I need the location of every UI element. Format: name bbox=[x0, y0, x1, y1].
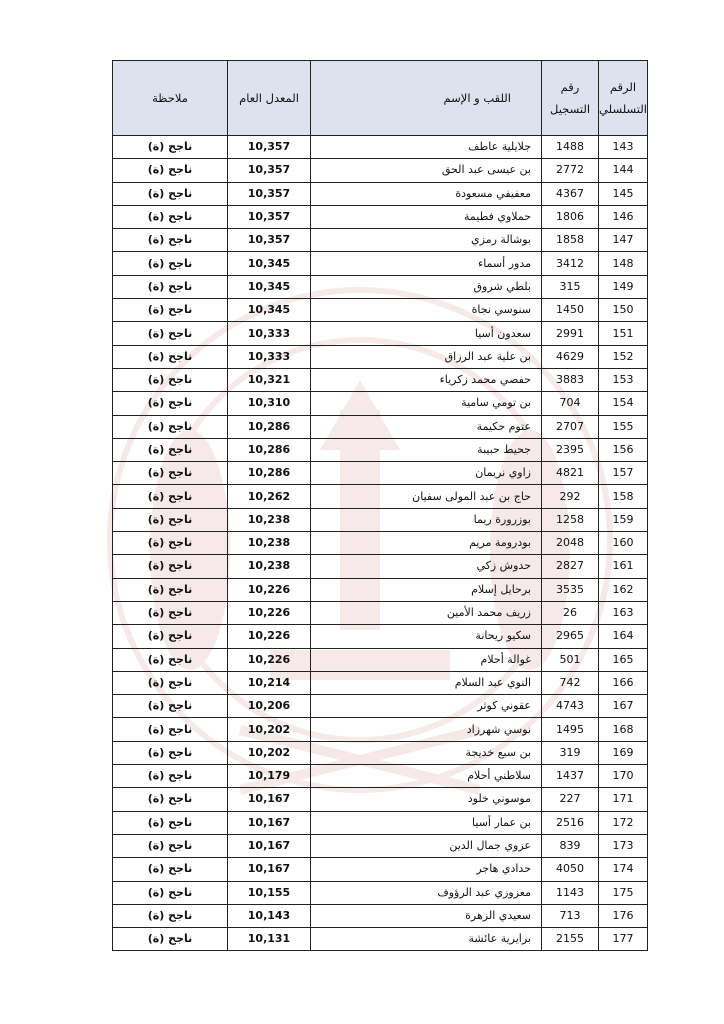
average-cell: 10,167 bbox=[228, 858, 311, 881]
average-cell: 10,321 bbox=[228, 368, 311, 391]
serial-cell: 168 bbox=[599, 718, 648, 741]
table-row bbox=[113, 904, 648, 927]
note-cell: ناجح (ة) bbox=[113, 788, 228, 811]
header-note bbox=[113, 61, 228, 136]
average-cell: 10,357 bbox=[228, 136, 311, 159]
note-cell: ناجح (ة) bbox=[113, 811, 228, 834]
average-cell: 10,333 bbox=[228, 345, 311, 368]
table-row bbox=[113, 252, 648, 275]
table-row bbox=[113, 438, 648, 461]
header-row bbox=[113, 61, 648, 136]
table-row bbox=[113, 229, 648, 252]
table-row bbox=[113, 462, 648, 485]
header-reg-line2: التسجيل bbox=[549, 102, 591, 116]
average-cell: 10,226 bbox=[228, 648, 311, 671]
serial-cell: 160 bbox=[599, 532, 648, 555]
note-cell: ناجح (ة) bbox=[113, 345, 228, 368]
note-cell: ناجح (ة) bbox=[113, 229, 228, 252]
table-row bbox=[113, 205, 648, 228]
average-cell: 10,167 bbox=[228, 811, 311, 834]
serial-cell: 151 bbox=[599, 322, 648, 345]
table-row bbox=[113, 275, 648, 298]
header-serial bbox=[599, 61, 648, 136]
registration-cell: 3883 bbox=[542, 368, 599, 391]
note-cell: ناجح (ة) bbox=[113, 765, 228, 788]
average-cell: 10,310 bbox=[228, 392, 311, 415]
note-cell: ناجح (ة) bbox=[113, 648, 228, 671]
table-row bbox=[113, 741, 648, 764]
name-cell: حاج بن عبد المولى سفيان bbox=[311, 485, 542, 508]
note-cell: ناجح (ة) bbox=[113, 275, 228, 298]
name-cell: حفصي محمد زكرياء bbox=[311, 368, 542, 391]
name-cell: حدادي هاجر bbox=[311, 858, 542, 881]
note-cell: ناجح (ة) bbox=[113, 136, 228, 159]
average-cell: 10,345 bbox=[228, 252, 311, 275]
serial-cell: 149 bbox=[599, 275, 648, 298]
serial-cell: 150 bbox=[599, 299, 648, 322]
name-cell: عقوني كوثر bbox=[311, 695, 542, 718]
registration-cell: 3412 bbox=[542, 252, 599, 275]
table-row bbox=[113, 159, 648, 182]
name-cell: حملاوي فطيمة bbox=[311, 205, 542, 228]
name-cell: معفيفي مسعودة bbox=[311, 182, 542, 205]
serial-cell: 144 bbox=[599, 159, 648, 182]
table-row bbox=[113, 578, 648, 601]
note-cell: ناجح (ة) bbox=[113, 601, 228, 624]
note-cell: ناجح (ة) bbox=[113, 741, 228, 764]
name-cell: غوالة أحلام bbox=[311, 648, 542, 671]
average-cell: 10,238 bbox=[228, 555, 311, 578]
name-cell: بوشالة رمزي bbox=[311, 229, 542, 252]
name-cell: بن عمار أسيا bbox=[311, 811, 542, 834]
average-cell: 10,357 bbox=[228, 182, 311, 205]
average-cell: 10,357 bbox=[228, 205, 311, 228]
name-cell: سلاطني أحلام bbox=[311, 765, 542, 788]
average-cell: 10,286 bbox=[228, 462, 311, 485]
average-cell: 10,202 bbox=[228, 741, 311, 764]
registration-cell: 713 bbox=[542, 904, 599, 927]
table-row bbox=[113, 392, 648, 415]
registration-cell: 1258 bbox=[542, 508, 599, 531]
average-cell: 10,167 bbox=[228, 834, 311, 857]
table-body bbox=[113, 136, 648, 951]
note-cell: ناجح (ة) bbox=[113, 625, 228, 648]
name-cell: عزوي جمال الدين bbox=[311, 834, 542, 857]
registration-cell: 501 bbox=[542, 648, 599, 671]
name-cell: بن علية عبد الرزاق bbox=[311, 345, 542, 368]
serial-cell: 177 bbox=[599, 928, 648, 951]
registration-cell: 704 bbox=[542, 392, 599, 415]
average-cell: 10,345 bbox=[228, 299, 311, 322]
registration-cell: 2048 bbox=[542, 532, 599, 555]
average-cell: 10,262 bbox=[228, 485, 311, 508]
table-row bbox=[113, 415, 648, 438]
table-row bbox=[113, 508, 648, 531]
table-row bbox=[113, 834, 648, 857]
serial-cell: 153 bbox=[599, 368, 648, 391]
table-row bbox=[113, 718, 648, 741]
header-serial-line2: التسلسلي bbox=[599, 102, 647, 116]
average-cell: 10,155 bbox=[228, 881, 311, 904]
registration-cell: 4050 bbox=[542, 858, 599, 881]
average-cell: 10,226 bbox=[228, 601, 311, 624]
table-row bbox=[113, 322, 648, 345]
table-row bbox=[113, 532, 648, 555]
table-row bbox=[113, 695, 648, 718]
table-row bbox=[113, 555, 648, 578]
table-row bbox=[113, 368, 648, 391]
note-cell: ناجح (ة) bbox=[113, 368, 228, 391]
name-cell: حدوش زكي bbox=[311, 555, 542, 578]
name-cell: زاوي نريمان bbox=[311, 462, 542, 485]
name-cell: معزوزي عبد الرؤوف bbox=[311, 881, 542, 904]
registration-cell: 2516 bbox=[542, 811, 599, 834]
table-row bbox=[113, 788, 648, 811]
name-cell: بن تومي سامية bbox=[311, 392, 542, 415]
table-row bbox=[113, 928, 648, 951]
registration-cell: 1495 bbox=[542, 718, 599, 741]
registration-cell: 1143 bbox=[542, 881, 599, 904]
registration-cell: 4629 bbox=[542, 345, 599, 368]
registration-cell: 4821 bbox=[542, 462, 599, 485]
serial-cell: 152 bbox=[599, 345, 648, 368]
note-cell: ناجح (ة) bbox=[113, 205, 228, 228]
registration-cell: 742 bbox=[542, 671, 599, 694]
header-average: المعدل العام bbox=[228, 61, 311, 136]
average-cell: 10,206 bbox=[228, 695, 311, 718]
registration-cell: 2991 bbox=[542, 322, 599, 345]
table-row bbox=[113, 345, 648, 368]
serial-cell: 163 bbox=[599, 601, 648, 624]
note-cell: ناجح (ة) bbox=[113, 438, 228, 461]
serial-cell: 165 bbox=[599, 648, 648, 671]
header-registration bbox=[542, 61, 599, 136]
serial-cell: 146 bbox=[599, 205, 648, 228]
average-cell: 10,202 bbox=[228, 718, 311, 741]
note-cell: ناجح (ة) bbox=[113, 485, 228, 508]
note-cell: ناجح (ة) bbox=[113, 252, 228, 275]
name-cell: سعدون أسيا bbox=[311, 322, 542, 345]
table-row bbox=[113, 136, 648, 159]
note-cell: ناجح (ة) bbox=[113, 904, 228, 927]
average-cell: 10,143 bbox=[228, 904, 311, 927]
note-cell: ناجح (ة) bbox=[113, 834, 228, 857]
registration-cell: 1858 bbox=[542, 229, 599, 252]
registration-cell: 2707 bbox=[542, 415, 599, 438]
table-row bbox=[113, 858, 648, 881]
note-cell: ناجح (ة) bbox=[113, 508, 228, 531]
header-note-label: ملاحظة bbox=[152, 91, 188, 105]
name-cell: مدور أسماء bbox=[311, 252, 542, 275]
average-cell: 10,131 bbox=[228, 928, 311, 951]
note-cell: ناجح (ة) bbox=[113, 671, 228, 694]
serial-cell: 170 bbox=[599, 765, 648, 788]
table-row bbox=[113, 648, 648, 671]
average-cell: 10,214 bbox=[228, 671, 311, 694]
table-header bbox=[113, 61, 648, 136]
serial-cell: 145 bbox=[599, 182, 648, 205]
note-cell: ناجح (ة) bbox=[113, 532, 228, 555]
average-cell: 10,286 bbox=[228, 415, 311, 438]
serial-cell: 172 bbox=[599, 811, 648, 834]
registration-cell: 839 bbox=[542, 834, 599, 857]
serial-cell: 157 bbox=[599, 462, 648, 485]
serial-cell: 166 bbox=[599, 671, 648, 694]
name-cell: عتوم حكيمة bbox=[311, 415, 542, 438]
average-cell: 10,357 bbox=[228, 159, 311, 182]
name-cell: زريف محمد الأمين bbox=[311, 601, 542, 624]
average-cell: 10,286 bbox=[228, 438, 311, 461]
registration-cell: 292 bbox=[542, 485, 599, 508]
serial-cell: 143 bbox=[599, 136, 648, 159]
registration-cell: 2827 bbox=[542, 555, 599, 578]
average-cell: 10,238 bbox=[228, 532, 311, 555]
note-cell: ناجح (ة) bbox=[113, 159, 228, 182]
average-cell: 10,226 bbox=[228, 625, 311, 648]
registration-cell: 2395 bbox=[542, 438, 599, 461]
name-cell: سكيو ريحانة bbox=[311, 625, 542, 648]
serial-cell: 167 bbox=[599, 695, 648, 718]
table-row bbox=[113, 485, 648, 508]
serial-cell: 171 bbox=[599, 788, 648, 811]
serial-cell: 175 bbox=[599, 881, 648, 904]
registration-cell: 4367 bbox=[542, 182, 599, 205]
note-cell: ناجح (ة) bbox=[113, 718, 228, 741]
registration-cell: 1450 bbox=[542, 299, 599, 322]
average-cell: 10,333 bbox=[228, 322, 311, 345]
name-cell: بن عيسى عبد الحق bbox=[311, 159, 542, 182]
table-row bbox=[113, 182, 648, 205]
results-table bbox=[112, 60, 648, 951]
serial-cell: 147 bbox=[599, 229, 648, 252]
note-cell: ناجح (ة) bbox=[113, 578, 228, 601]
table-row bbox=[113, 625, 648, 648]
note-cell: ناجح (ة) bbox=[113, 182, 228, 205]
name-cell: بوزرورة ريما bbox=[311, 508, 542, 531]
note-cell: ناجح (ة) bbox=[113, 392, 228, 415]
serial-cell: 169 bbox=[599, 741, 648, 764]
registration-cell: 315 bbox=[542, 275, 599, 298]
table-row bbox=[113, 671, 648, 694]
header-serial-line1: الرقم bbox=[609, 80, 637, 94]
name-cell: بن سبع خديجة bbox=[311, 741, 542, 764]
registration-cell: 1806 bbox=[542, 205, 599, 228]
serial-cell: 148 bbox=[599, 252, 648, 275]
note-cell: ناجح (ة) bbox=[113, 415, 228, 438]
average-cell: 10,179 bbox=[228, 765, 311, 788]
table-row bbox=[113, 811, 648, 834]
name-cell: بلطي شروق bbox=[311, 275, 542, 298]
average-cell: 10,167 bbox=[228, 788, 311, 811]
registration-cell: 4743 bbox=[542, 695, 599, 718]
note-cell: ناجح (ة) bbox=[113, 555, 228, 578]
serial-cell: 173 bbox=[599, 834, 648, 857]
average-cell: 10,345 bbox=[228, 275, 311, 298]
serial-cell: 164 bbox=[599, 625, 648, 648]
serial-cell: 161 bbox=[599, 555, 648, 578]
registration-cell: 2772 bbox=[542, 159, 599, 182]
name-cell: نوسي شهرزاد bbox=[311, 718, 542, 741]
serial-cell: 156 bbox=[599, 438, 648, 461]
registration-cell: 3535 bbox=[542, 578, 599, 601]
name-cell: جلايلية عاطف bbox=[311, 136, 542, 159]
note-cell: ناجح (ة) bbox=[113, 322, 228, 345]
serial-cell: 174 bbox=[599, 858, 648, 881]
registration-cell: 319 bbox=[542, 741, 599, 764]
serial-cell: 176 bbox=[599, 904, 648, 927]
registration-cell: 26 bbox=[542, 601, 599, 624]
name-cell: برايرية عائشة bbox=[311, 928, 542, 951]
note-cell: ناجح (ة) bbox=[113, 881, 228, 904]
serial-cell: 159 bbox=[599, 508, 648, 531]
note-cell: ناجح (ة) bbox=[113, 695, 228, 718]
average-cell: 10,357 bbox=[228, 229, 311, 252]
name-cell: بودرومة مريم bbox=[311, 532, 542, 555]
table-row bbox=[113, 601, 648, 624]
serial-cell: 155 bbox=[599, 415, 648, 438]
table-row bbox=[113, 765, 648, 788]
header-reg-line1: رقم bbox=[560, 80, 580, 94]
note-cell: ناجح (ة) bbox=[113, 299, 228, 322]
average-cell: 10,238 bbox=[228, 508, 311, 531]
registration-cell: 227 bbox=[542, 788, 599, 811]
table-row bbox=[113, 299, 648, 322]
header-name: اللقب و الإسم bbox=[311, 61, 542, 136]
serial-cell: 154 bbox=[599, 392, 648, 415]
name-cell: سنوسي نجاة bbox=[311, 299, 542, 322]
note-cell: ناجح (ة) bbox=[113, 462, 228, 485]
registration-cell: 2965 bbox=[542, 625, 599, 648]
table-row bbox=[113, 881, 648, 904]
average-cell: 10,226 bbox=[228, 578, 311, 601]
note-cell: ناجح (ة) bbox=[113, 928, 228, 951]
serial-cell: 158 bbox=[599, 485, 648, 508]
name-cell: النوي عبد السلام bbox=[311, 671, 542, 694]
serial-cell: 162 bbox=[599, 578, 648, 601]
name-cell: جحيط حبيبة bbox=[311, 438, 542, 461]
note-cell: ناجح (ة) bbox=[113, 858, 228, 881]
registration-cell: 2155 bbox=[542, 928, 599, 951]
registration-cell: 1437 bbox=[542, 765, 599, 788]
name-cell: سعيدي الزهرة bbox=[311, 904, 542, 927]
name-cell: موسوني خلود bbox=[311, 788, 542, 811]
registration-cell: 1488 bbox=[542, 136, 599, 159]
name-cell: برحايل إسلام bbox=[311, 578, 542, 601]
